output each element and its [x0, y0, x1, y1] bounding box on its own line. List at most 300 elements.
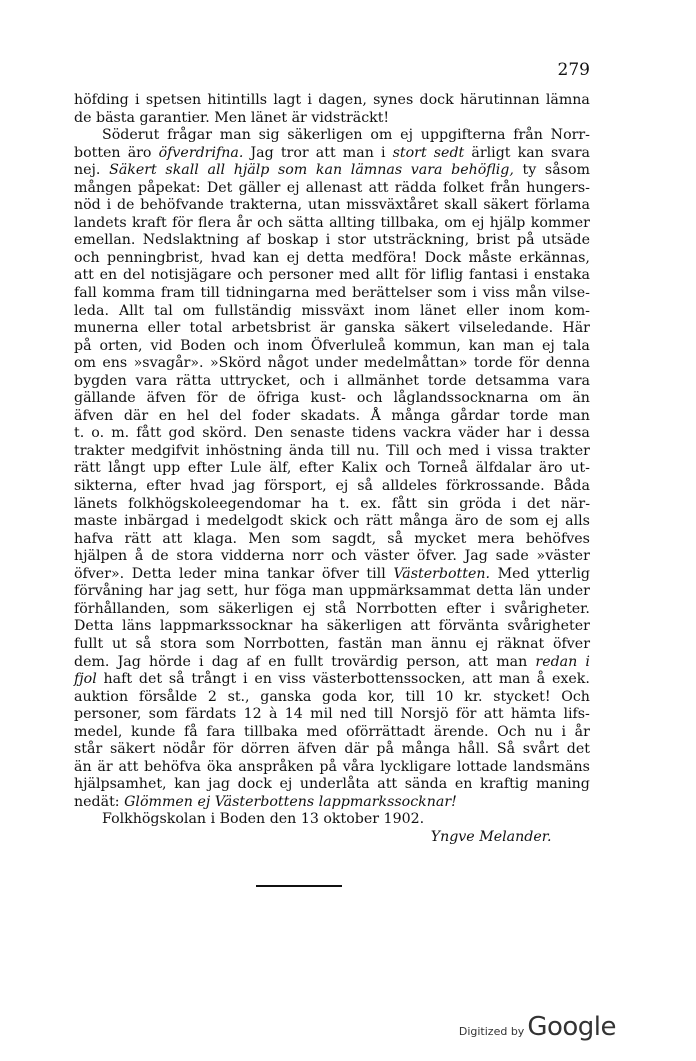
word: och: [237, 267, 263, 284]
word: ens: [102, 355, 128, 372]
word: ej: [475, 635, 489, 652]
word: låglandssocknarna: [393, 390, 529, 407]
word: leder: [179, 565, 217, 582]
word: i: [106, 197, 112, 214]
word: äro: [127, 144, 152, 161]
word: efter: [446, 600, 481, 617]
word: många: [391, 407, 441, 424]
word: så: [387, 530, 404, 547]
word: trakterna,: [229, 197, 303, 214]
text-line: [74, 425, 590, 443]
word: å: [134, 548, 144, 565]
word: fram: [160, 285, 195, 302]
text-line: [74, 373, 590, 391]
word: mera: [477, 530, 515, 547]
word: det: [527, 495, 551, 512]
word: kan: [468, 337, 495, 354]
word: i: [585, 653, 590, 670]
word: ganska: [260, 688, 312, 705]
word: lappmarkssocknar: [159, 618, 293, 635]
word: för: [212, 741, 234, 758]
word: ytterlig: [537, 565, 590, 582]
word: älfdalar: [475, 460, 532, 477]
word: kan: [315, 162, 343, 179]
word: få: [184, 723, 198, 740]
word: norr: [292, 548, 324, 565]
word: inbärgad: [124, 513, 189, 530]
word: senaste: [290, 425, 345, 442]
word: för: [172, 214, 193, 231]
text-line: [74, 829, 590, 847]
word: arbetsbrist: [231, 320, 311, 337]
word: t.: [339, 495, 350, 512]
word: kust-: [310, 390, 346, 407]
word: en: [454, 776, 473, 793]
word: af: [246, 232, 261, 249]
word: alls: [565, 513, 590, 530]
word: »väster: [536, 548, 590, 565]
word: att: [468, 653, 489, 670]
word: Säkert: [109, 162, 157, 179]
word: i: [472, 285, 477, 302]
word: fått: [136, 425, 162, 442]
word: inhöstning: [205, 442, 283, 459]
word: sagdt,: [331, 530, 377, 547]
word: försport,: [264, 478, 327, 495]
word: läns: [122, 618, 152, 635]
word: jag: [178, 583, 201, 600]
word: i: [243, 671, 248, 688]
word: och: [356, 390, 383, 407]
word: uppgifterna: [420, 127, 506, 144]
text-line: [74, 110, 590, 128]
word: dock: [419, 92, 454, 108]
word: mil: [310, 706, 333, 723]
word: Torneå: [418, 460, 468, 477]
word: år: [574, 723, 590, 740]
word: ut-: [570, 460, 590, 477]
word: ha: [311, 495, 329, 512]
word: ej: [335, 478, 349, 495]
word: Med: [497, 565, 530, 582]
word: sikterna,: [74, 478, 138, 495]
word: om: [370, 127, 393, 144]
word: när-: [560, 495, 590, 512]
word: hvad: [210, 249, 246, 266]
word: god: [168, 425, 196, 442]
word: under: [547, 583, 590, 600]
word: på: [517, 232, 535, 249]
word: hel: [186, 407, 209, 424]
word: om: [539, 390, 562, 407]
word: tidens: [351, 425, 396, 442]
word: medgifvit: [131, 442, 200, 459]
word: stora: [176, 548, 214, 565]
word: ärligt: [471, 144, 511, 161]
word: att: [377, 776, 398, 793]
word: att: [74, 267, 94, 284]
text-line: [74, 162, 590, 180]
word: hafva: [74, 530, 114, 547]
text-line: [74, 460, 590, 478]
text-line: [74, 671, 590, 689]
text-line: [74, 531, 590, 549]
word: Den: [254, 425, 284, 442]
word: Båda: [553, 478, 590, 495]
word: mån: [515, 285, 547, 302]
word: föga: [275, 583, 307, 600]
word: hjälp: [489, 214, 526, 231]
word: å: [536, 671, 546, 688]
word: utsäde: [541, 232, 590, 249]
word: öfver».: [74, 565, 125, 582]
word: Öfverluleå: [310, 337, 387, 354]
word: hitintills: [207, 92, 268, 108]
word: ned: [339, 706, 367, 723]
word: och: [257, 214, 283, 231]
word: inom: [267, 337, 303, 354]
word: i: [333, 372, 339, 389]
word: berättelser: [352, 285, 432, 302]
word: en: [99, 267, 118, 284]
word: alldeles: [381, 478, 438, 495]
word: svårt: [522, 741, 560, 758]
word: öka: [206, 758, 233, 775]
word: att: [472, 671, 493, 688]
word: att: [410, 618, 431, 635]
word: stora: [160, 635, 197, 652]
text-line: [74, 566, 590, 584]
word: så: [135, 635, 152, 652]
text-line: [74, 180, 590, 198]
word: landets: [74, 214, 127, 231]
word: utsträckning,: [373, 232, 470, 249]
text-line: [74, 267, 590, 285]
word: rätt: [74, 460, 101, 477]
word: härutinnan: [459, 92, 540, 108]
word: orten,: [99, 337, 143, 354]
word: allenast: [305, 179, 363, 196]
watermark-prefix: Digitized by: [458, 1025, 525, 1038]
word: säkerligen: [218, 600, 294, 617]
word: viss: [482, 285, 510, 302]
text-line: [74, 303, 590, 321]
word: st.,: [227, 688, 250, 705]
word: torde: [473, 355, 513, 372]
word: Å: [370, 407, 381, 424]
word: ej: [286, 249, 300, 266]
word: total: [189, 320, 223, 337]
word: uppmärksammat: [349, 583, 471, 600]
word: i: [195, 513, 200, 530]
word: Jag: [250, 144, 274, 161]
word: en: [268, 653, 286, 670]
word: något: [267, 355, 309, 372]
word: långt: [108, 460, 146, 477]
word: lämna: [545, 92, 590, 108]
word: af: [246, 653, 261, 670]
word: och: [299, 372, 325, 389]
word: under: [315, 355, 358, 372]
word: påpekat:: [137, 179, 201, 196]
word: och: [333, 513, 360, 530]
word: exek.: [552, 671, 590, 688]
word: om: [444, 214, 467, 231]
word: Dock: [424, 249, 462, 266]
word: Till: [386, 442, 410, 459]
word: ärende.: [433, 723, 489, 740]
word: torde: [509, 407, 549, 424]
word: stycket!: [493, 688, 551, 705]
text-line: [74, 215, 590, 233]
word: fantasi: [469, 267, 518, 284]
word: fullt: [293, 653, 324, 670]
word: trångt: [191, 671, 237, 688]
word: Nedslaktning: [142, 232, 240, 249]
word: Norrbotten: [355, 600, 437, 617]
word: hvad: [189, 478, 225, 495]
word: personer,: [74, 706, 142, 723]
word: 10: [435, 688, 454, 705]
word: har: [148, 583, 174, 600]
word: kunde: [131, 723, 176, 740]
word: och: [74, 249, 100, 266]
word: som: [509, 513, 539, 530]
word: i: [307, 92, 312, 108]
word: tidningarna: [225, 285, 310, 302]
word: om: [182, 302, 205, 319]
word: att: [483, 706, 504, 723]
word: nedät:: [74, 793, 120, 810]
word: öfriga: [256, 390, 300, 407]
word: äfven: [146, 390, 186, 407]
word: om: [74, 355, 96, 372]
word: ej: [545, 513, 559, 530]
word: allmänhet: [347, 372, 419, 389]
word: äfven: [297, 741, 337, 758]
word: vara: [410, 162, 443, 179]
word: vid: [150, 337, 173, 354]
text-line: [74, 776, 590, 794]
word: svårigheter.: [504, 600, 590, 617]
word: m.: [111, 425, 130, 442]
word: sade: [495, 548, 529, 565]
word: eller: [147, 320, 181, 337]
word: och: [233, 337, 260, 354]
digitized-by-watermark: [459, 1012, 616, 1042]
text-line: [74, 583, 590, 601]
text-line: [74, 478, 590, 496]
word: vara: [558, 372, 590, 389]
word: Kalix: [341, 460, 378, 477]
word: som: [205, 635, 235, 652]
word: förlama: [534, 197, 590, 214]
word: eller: [466, 302, 499, 319]
word: äro: [538, 460, 563, 477]
word: man: [496, 653, 528, 670]
word: medföra!: [351, 249, 418, 266]
word: missväxtåret: [346, 197, 439, 214]
word: i: [490, 600, 495, 617]
word: stå: [325, 600, 347, 617]
word: lagt: [273, 92, 302, 108]
word: maning: [536, 776, 590, 793]
word: dagen,: [318, 92, 367, 108]
word: rätt: [124, 530, 152, 547]
word: liflig: [431, 267, 464, 284]
word: att: [162, 530, 183, 547]
word: medel,: [74, 723, 123, 740]
word: med: [315, 285, 347, 302]
word: mina: [223, 565, 260, 582]
word: klaga.: [193, 530, 238, 547]
word: Glömmen ej Västerbottens lappmarkssocknar!: [124, 793, 457, 810]
word: förkrossande.: [445, 478, 545, 495]
body-text: [74, 92, 590, 847]
word: tillbaka,: [380, 214, 439, 231]
text-line: [74, 390, 590, 408]
text-line: [74, 338, 590, 356]
word: sända: [404, 776, 448, 793]
word: skall: [165, 162, 199, 179]
word: boskap: [267, 232, 319, 249]
word: kommer: [530, 214, 590, 231]
word: t.: [74, 425, 85, 442]
word: vissa: [497, 442, 533, 459]
word: Det: [206, 179, 233, 196]
word: 12: [243, 706, 262, 723]
word: en: [254, 671, 272, 688]
word: för: [404, 267, 426, 284]
word: många: [399, 513, 448, 530]
word: trakter: [539, 442, 590, 459]
word: ej: [286, 179, 300, 196]
word: stort: [392, 144, 427, 161]
word: länets: [74, 495, 118, 512]
word: o.: [91, 425, 105, 442]
word: län: [519, 583, 542, 600]
word: ännu: [430, 635, 467, 652]
word: ej: [279, 776, 293, 793]
word: ej: [400, 127, 413, 144]
word: till: [373, 706, 394, 723]
word: dessa: [549, 425, 590, 442]
word: så: [168, 671, 185, 688]
text-line: [74, 145, 590, 163]
word: inom: [374, 302, 410, 319]
word: allting: [329, 214, 376, 231]
word: tala: [562, 337, 590, 354]
text-line: [74, 548, 590, 566]
text-line: [74, 618, 590, 636]
text-line: [74, 443, 590, 461]
word: detta: [306, 249, 345, 266]
word: Norr-: [550, 127, 590, 144]
word: Västerbotten.: [393, 565, 490, 582]
word: Folkhögskolan i Boden den 13 oktober 1902.: [102, 811, 425, 828]
word: nej.: [74, 162, 101, 179]
word: oförrättadt: [346, 723, 426, 740]
text-line: [74, 92, 590, 110]
word: för: [455, 706, 477, 723]
word: än: [74, 758, 92, 775]
word: är: [97, 758, 113, 775]
word: rädda: [394, 179, 437, 196]
word: säkerligen: [326, 618, 402, 635]
word: nöd: [74, 197, 101, 214]
google-logo: Google: [527, 1012, 616, 1042]
word: det: [566, 741, 590, 758]
word: anspråken: [238, 758, 314, 775]
word: »svagår».: [133, 355, 204, 372]
text-line: [74, 636, 590, 654]
word: hjälpen: [74, 548, 128, 565]
text-line: [74, 724, 590, 742]
word: Norsjö: [400, 706, 449, 723]
word: ända: [288, 442, 324, 459]
word: sedt: [433, 144, 465, 161]
word: medelgodt: [206, 513, 284, 530]
word: i: [380, 144, 386, 161]
word: våra: [342, 758, 375, 775]
word: många: [401, 741, 451, 758]
word: del: [122, 267, 145, 284]
text-line: [74, 689, 590, 707]
word: ej: [471, 214, 485, 231]
word: behöfva: [144, 758, 202, 775]
word: behöfvande: [140, 197, 224, 214]
word: bygden: [74, 372, 127, 389]
word: mycket: [414, 530, 467, 547]
word: med: [448, 442, 480, 459]
word: fått: [391, 495, 417, 512]
word: så: [357, 478, 373, 495]
word: kan: [517, 144, 544, 161]
word: Och: [561, 688, 590, 705]
word: nu: [534, 723, 553, 740]
word: efter: [299, 460, 334, 477]
word: botten: [74, 144, 121, 161]
word: person,: [406, 653, 461, 670]
word: viss: [278, 671, 306, 688]
word: säkert: [404, 320, 450, 337]
word: höfding: [74, 92, 129, 108]
word: landsmäns: [513, 758, 590, 775]
word: hjälp: [233, 162, 270, 179]
word: hämta: [510, 706, 557, 723]
word: tankar: [267, 565, 315, 582]
word: Detta: [74, 618, 114, 635]
word: dock: [237, 776, 272, 793]
word: i: [325, 232, 331, 249]
word: man: [312, 583, 344, 600]
word: tror: [280, 144, 309, 161]
word: spetsen: [145, 92, 202, 108]
word: där: [123, 407, 149, 424]
word: erkännas,: [519, 249, 590, 266]
word: öfver: [553, 635, 590, 652]
word: och: [415, 442, 442, 459]
word: står: [74, 741, 103, 758]
word: frågar: [167, 127, 212, 144]
word: fara: [206, 723, 236, 740]
word: kan: [252, 249, 280, 266]
word: vackra: [403, 425, 452, 442]
text-line: [74, 232, 590, 250]
text-line: [74, 513, 590, 531]
word: medelmåttan»: [364, 355, 468, 372]
word: komma: [102, 285, 156, 302]
